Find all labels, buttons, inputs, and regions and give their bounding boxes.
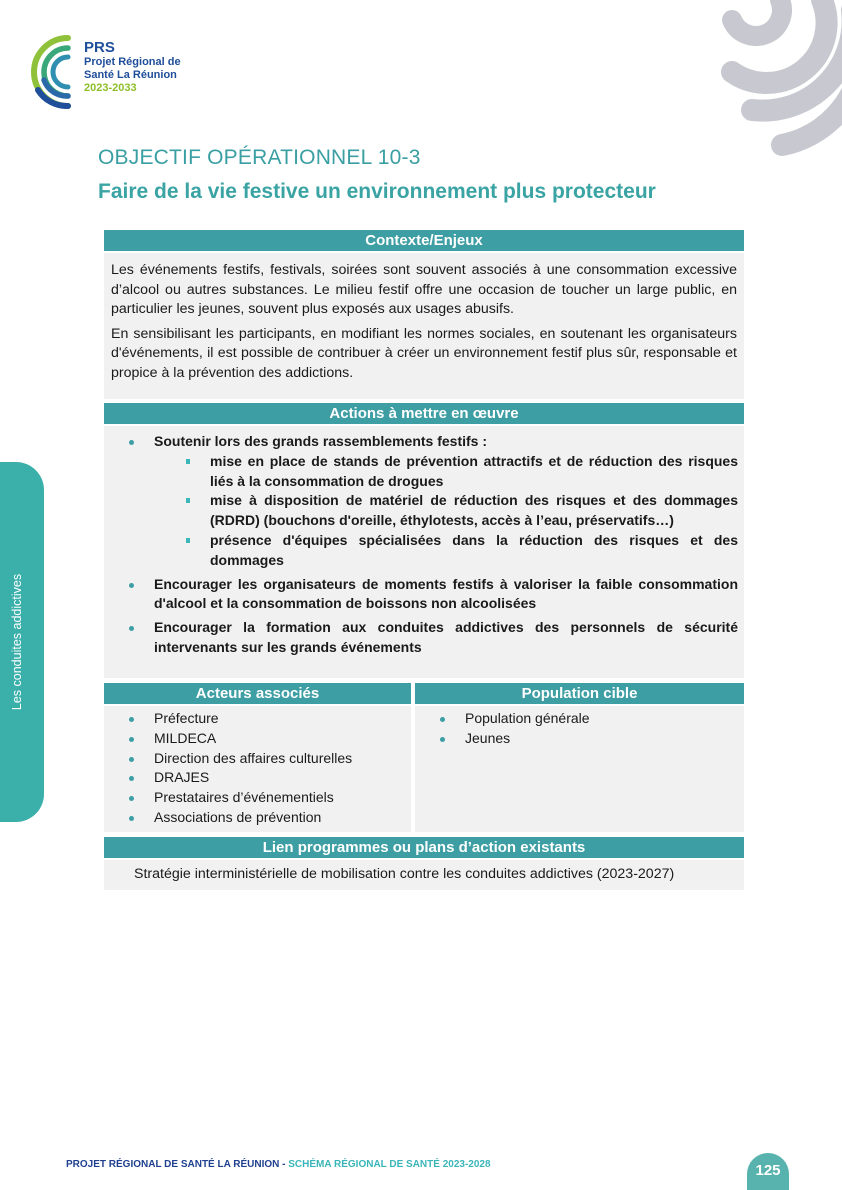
action-item-text: Soutenir lors des grands rassemblements festifs : — [154, 433, 487, 449]
links-panel — [104, 860, 744, 890]
footer — [66, 1159, 491, 1170]
actor-item: MILDECA — [104, 729, 411, 749]
links-heading: Lien programmes ou plans d’action existants — [104, 837, 744, 858]
logo-years: 2023-2033 — [84, 82, 137, 94]
page-number: 125 — [747, 1153, 789, 1190]
actor-item: Direction des affaires culturelles — [104, 749, 411, 769]
actor-item: Prestataires d’événementiels — [104, 788, 411, 808]
action-item — [104, 432, 738, 452]
prs-logo — [24, 30, 204, 110]
action-subitem-text: mise en place de stands de prévention attractifs et de réduction des risques liés à la consommation de drogues — [210, 452, 738, 489]
chapter-side-tab-label: Les conduites addictives — [10, 573, 24, 711]
action-subitem-text: mise à disposition de matériel de réduction des risques et des dommages (RDRD) (bouchons d'oreille, éthylotests, accès à l’eau, préservatifs…) — [210, 492, 738, 529]
actors-panel — [104, 706, 411, 832]
logo-acronym: PRS — [84, 39, 115, 56]
actions-heading: Actions à mettre en œuvre — [104, 403, 744, 424]
context-heading: Contexte/Enjeux — [104, 230, 744, 251]
context-paragraph-2: En sensibilisant les participants, en modifiant les normes sociales, en soutenant les organisateurs d'événements, il est possible de contribuer à créer un environnement festif plus sûr, responsable et propice à la prévention des addictions. — [111, 325, 737, 381]
actors-heading: Acteurs associés — [104, 683, 411, 704]
logo-line-1: Projet Régional de — [84, 56, 181, 68]
logo-line-2: Santé La Réunion — [84, 69, 177, 81]
population-item: Population générale — [415, 709, 744, 729]
objective-title: Faire de la vie festive un environnement plus protecteur — [98, 180, 656, 203]
logo-arcs-icon — [24, 30, 84, 110]
action-subitem-text: présence d'équipes spécialisées dans la réduction des risques et des dommages — [210, 531, 738, 568]
action-subitem — [104, 531, 738, 571]
action-item — [104, 575, 738, 615]
population-heading: Population cible — [415, 683, 744, 704]
action-subitem — [104, 452, 738, 492]
population-item: Jeunes — [415, 729, 744, 749]
action-subitem — [104, 491, 738, 531]
actor-item: DRAJES — [104, 768, 411, 788]
context-panel — [104, 253, 744, 399]
actions-panel — [104, 426, 744, 678]
footer-schema: SCHÉMA RÉGIONAL DE SANTÉ 2023-2028 — [288, 1159, 491, 1170]
footer-project: PROJET RÉGIONAL DE SANTÉ LA RÉUNION - — [66, 1159, 289, 1170]
objective-label: OBJECTIF OPÉRATIONNEL 10-3 — [98, 146, 421, 169]
links-text: Stratégie interministérielle de mobilisation contre les conduites addictives (2023-2027) — [134, 866, 675, 882]
action-item-text: Encourager la formation aux conduites addictives des personnels de sécurité intervenants sur les grands événements — [154, 619, 738, 655]
action-item-text: Encourager les organisateurs de moments festifs à valoriser la faible consommation d'alcool et la consommation de boissons non alcoolisées — [154, 575, 738, 612]
actor-item: Associations de prévention — [104, 808, 411, 828]
action-item — [104, 618, 738, 658]
population-panel — [415, 706, 744, 832]
context-paragraph-1: Les événements festifs, festivals, soirées sont souvent associés à une consommation excessive d’alcool ou autres substances. Le milieu festif offre une occasion de toucher un large public, en particulier les jeunes, souvent plus exposés aux usages abusifs. — [111, 262, 737, 317]
decorative-arcs-icon — [702, 0, 842, 160]
actor-item: Préfecture — [104, 709, 411, 729]
